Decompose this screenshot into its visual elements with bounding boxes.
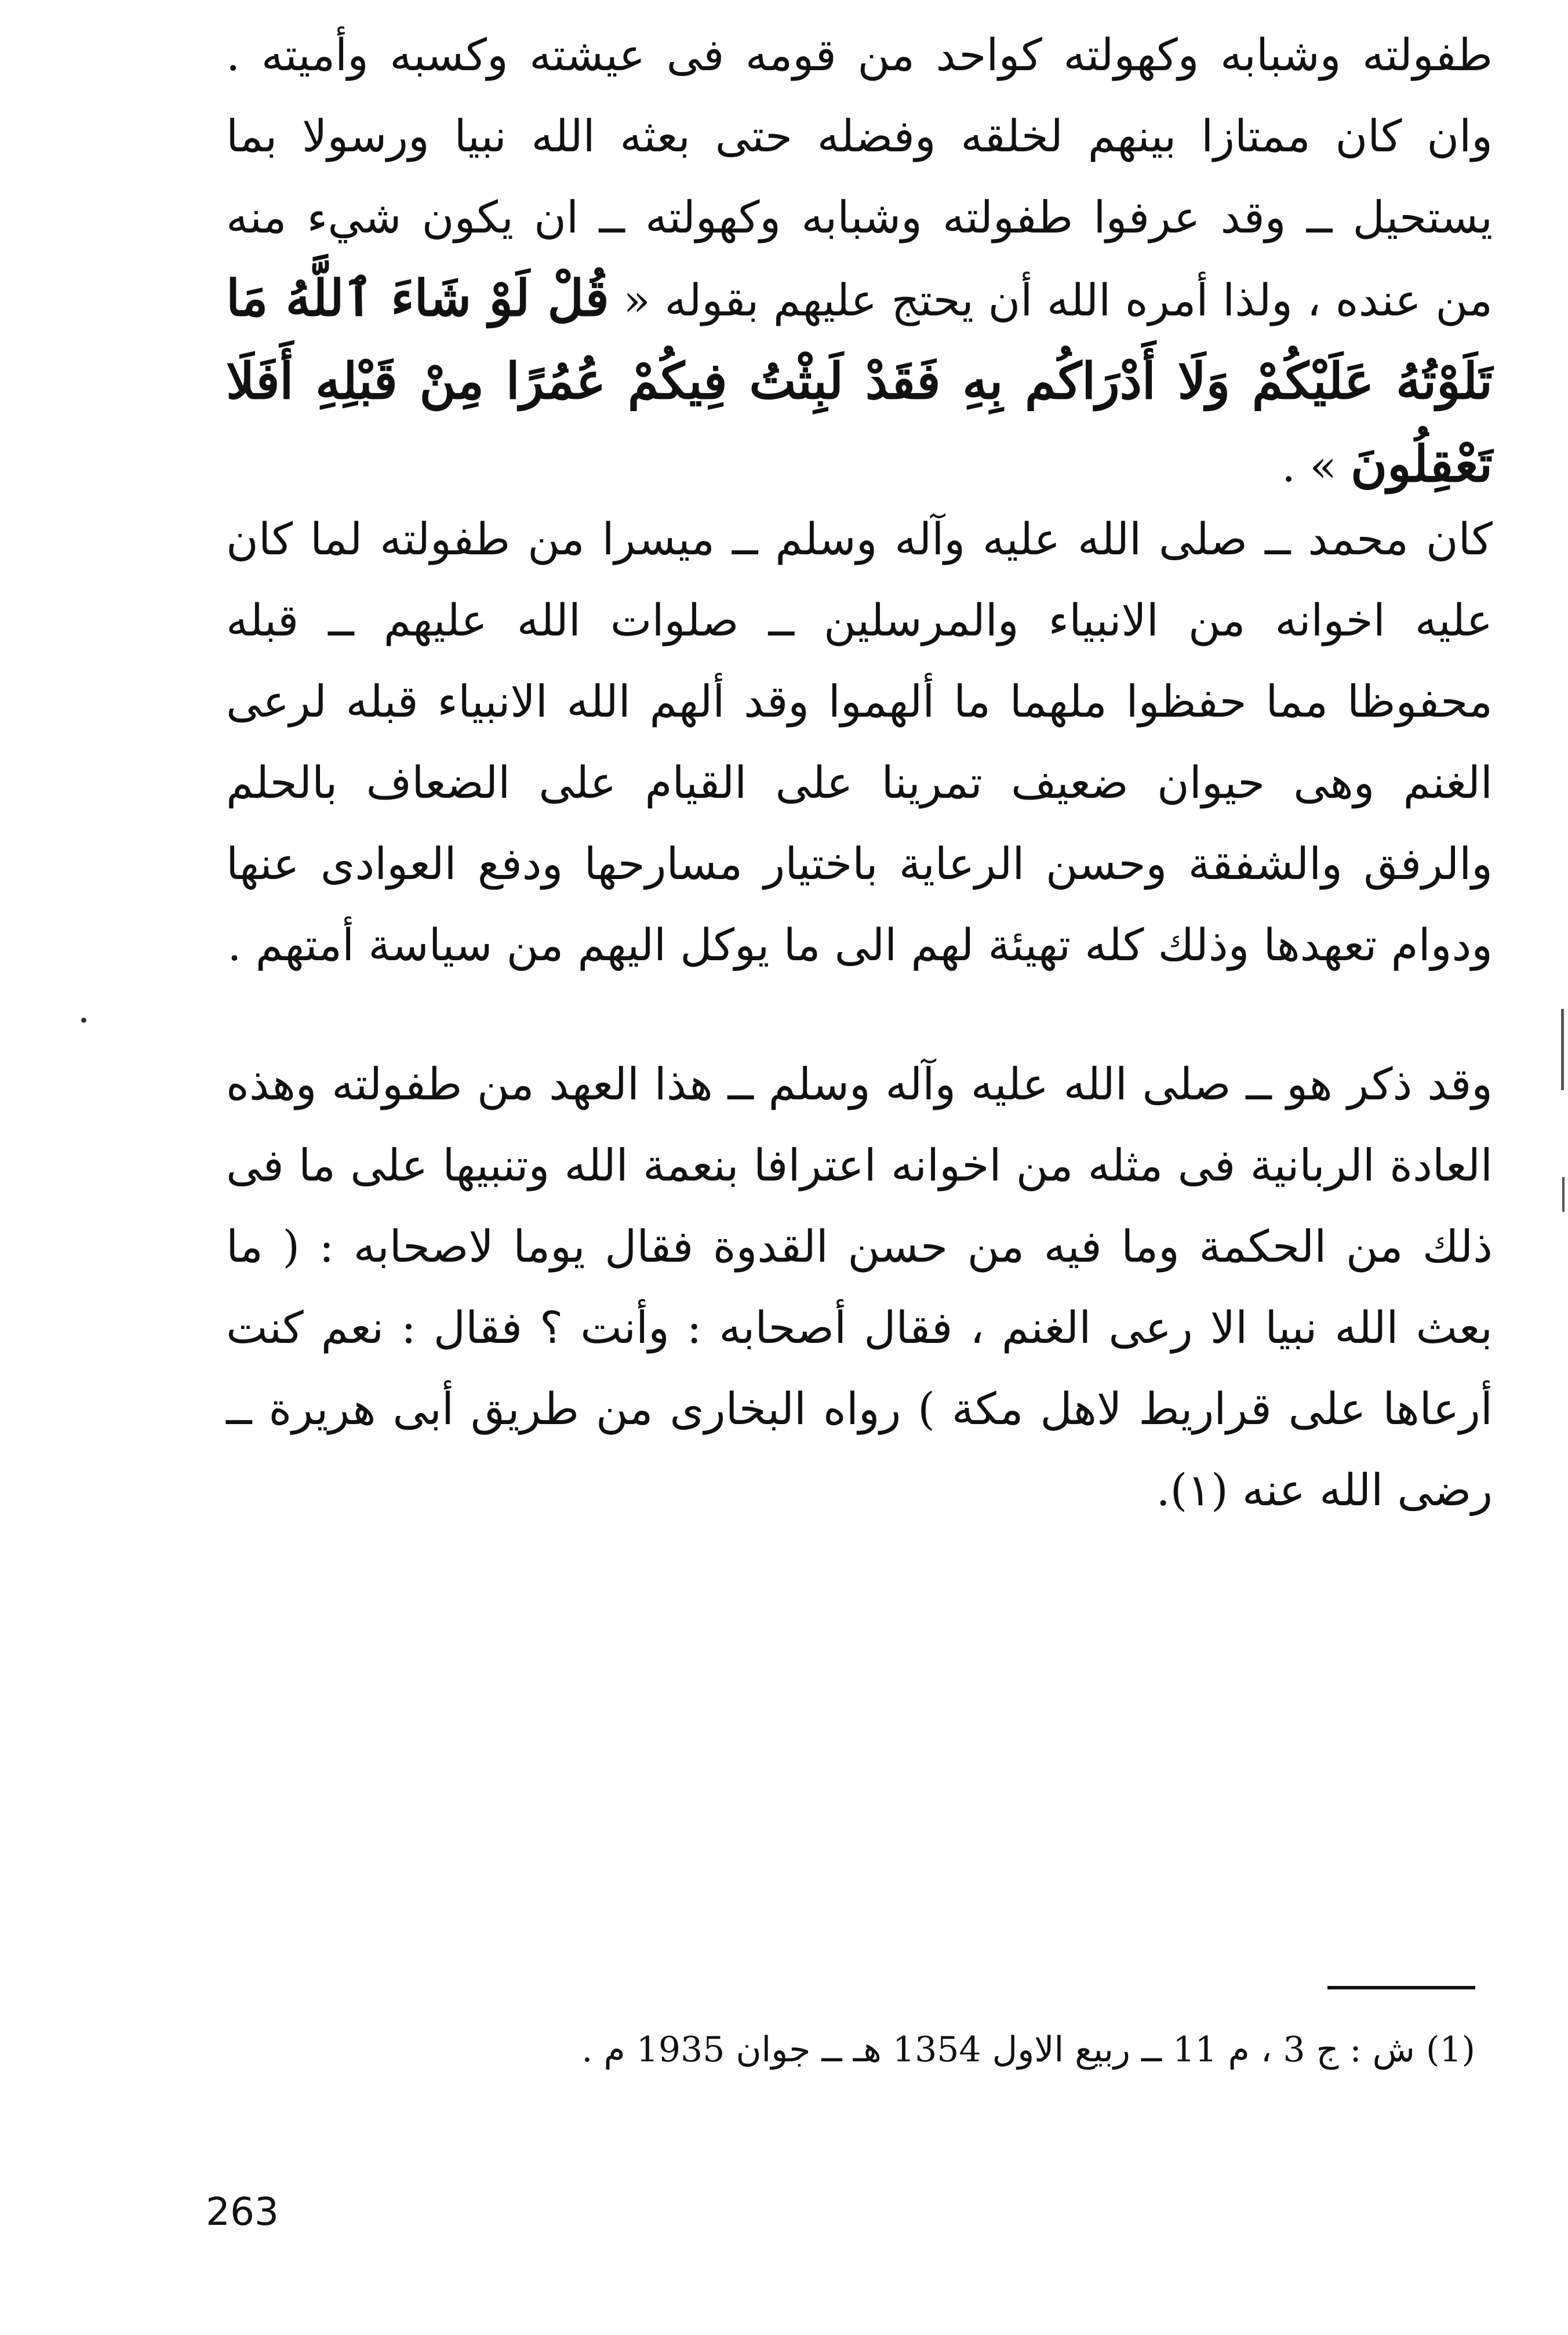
page-number: 263	[206, 2189, 279, 2234]
quran-verse: قُلْ لَوْ شَاءَ ٱللَّهُ مَا تَلَوْتُهُ عَلَيْكُمْ وَلَا أَدْرَاكُم بِهِ فَقَدْ لَبِثْتُ فِيكُمْ عُمُرًا مِنْ قَبْلِهِ أَفَلَا تَعْقِلُونَ	[226, 269, 1493, 493]
footnote: (1) ش : ج 3 ، م 11 ــ ربيع الاول 1354 هـ ــ جوان 1935 م .	[581, 2029, 1475, 2070]
paragraph-1-text: طفولته وشبابه وكهولته كواحد من قومه فى عيشته وكسبه وأميته . وان كان ممتازا بينهم لخلقه وفضله حتى بعثه الله نبيا ورسولا بما يستحيل ــ وقد عرفوا طفولته وشبابه وكهولته ــ ان يكون شيء منه من عنده ، ولذا أمره الله أن يحتج عليهم بقوله «	[226, 29, 1493, 326]
scan-edge-mark	[1561, 1009, 1564, 1090]
paragraph-1-tail: » .	[1282, 440, 1351, 492]
paragraph-2	[226, 499, 1493, 986]
paragraph-3	[226, 1044, 1493, 1531]
scan-edge-mark	[1562, 1177, 1565, 1212]
paragraph-3-text: وقد ذكر هو ــ صلى الله عليه وآله وسلم ــ هذا العهد من طفولته وهذه العادة الربانية فى مثله من اخوانه اعترافا بنعمة الله وتنبيها على ما فى ذلك من الحكمة وما فيه من حسن القدوة فقال يوما لاصحابه : ( ما بعث الله نبيا الا رعى الغنم ، فقال أصحابه : وأنت ؟ فقال : نعم كنت أرعاها على قراريط لاهل مكة ) رواه البخارى من طريق أبى هريرة ــ رضى الله عنه (١).	[226, 1058, 1493, 1516]
footnote-divider	[1327, 1986, 1475, 1989]
paragraph-1	[226, 14, 1493, 507]
scan-speck	[81, 1018, 86, 1023]
paragraph-2-text: كان محمد ــ صلى الله عليه وآله وسلم ــ ميسرا من طفولته لما كان عليه اخوانه من الانبياء والمرسلين ــ صلوات الله عليهم ــ قبله محفوظا مما حفظوا ملهما ما ألهموا وقد ألهم الله الانبياء قبله لرعى الغنم وهى حيوان ضعيف تمرينا على القيام على الضعاف بالحلم والرفق والشفقة وحسن الرعاية باختيار مسارحها ودفع العوادى عنها ودوام تعهدها وذلك كله تهيئة لهم الى ما يوكل اليهم من سياسة أمتهم .	[226, 513, 1493, 971]
